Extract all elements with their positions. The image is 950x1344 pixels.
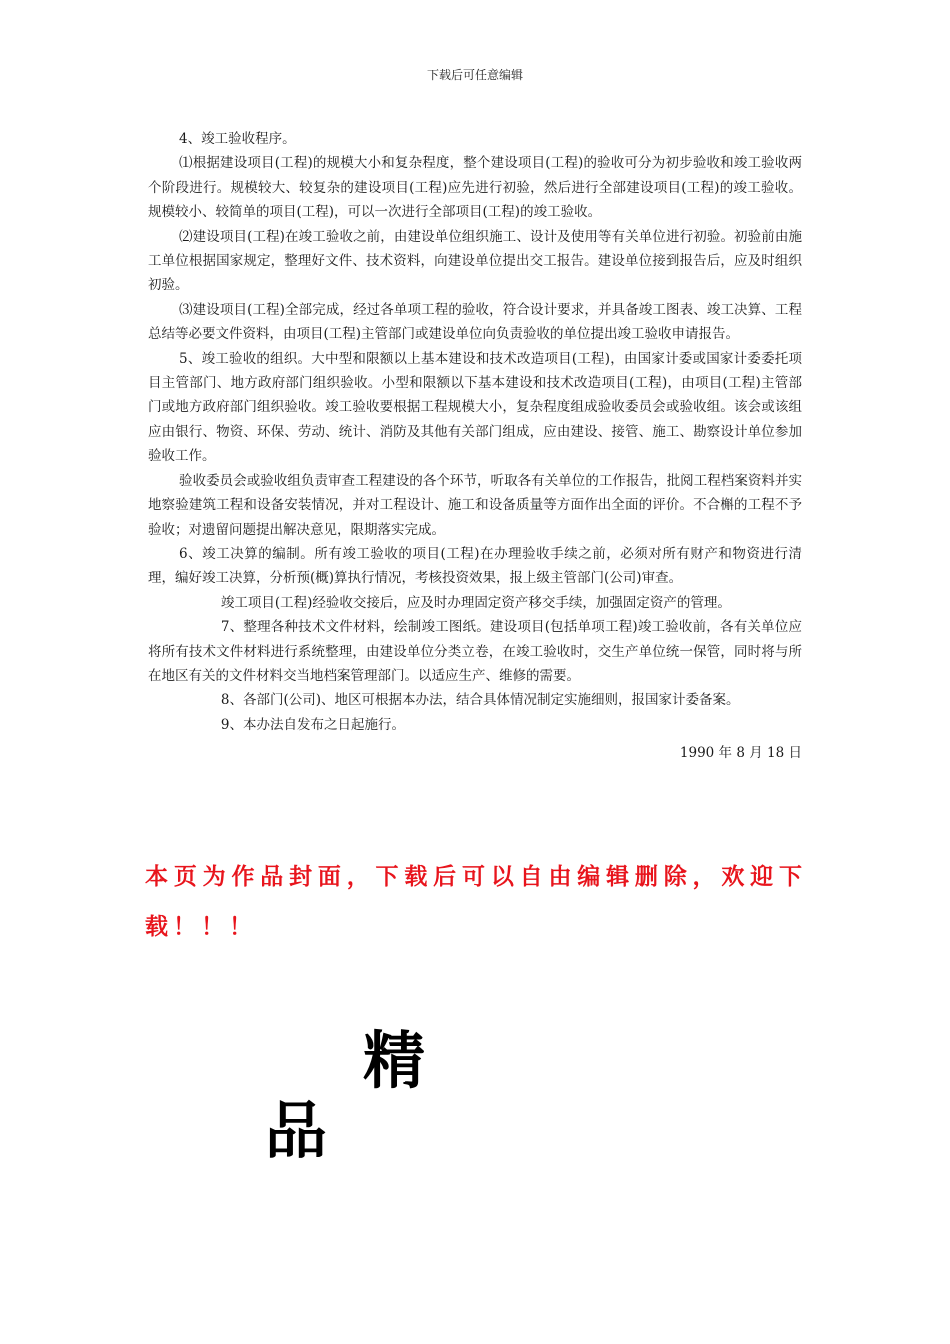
- paragraph: 7、整理各种技术文件材料，绘制竣工图纸。建设项目(包括单项工程)竣工验收前，各有关单位应将所有技术文件材料进行系统整理，由建设单位分类立卷，在竣工验收时，交生产单位统一保管，同时将与所在地区有关的文件材料交当地档案管理部门。以适应生产、维修的需要。: [148, 619, 802, 684]
- paragraph: 竣工项目(工程)经验收交接后，应及时办理固定资产移交手续，加强固定资产的管理。: [220, 594, 731, 611]
- document-body: [148, 127, 802, 766]
- paragraph: 验收委员会或验收组负责审查工程建设的各个环节，听取各有关单位的工作报告，批阅工程档案资料并实地察验建筑工程和设备安装情况，并对工程设计、施工和设备质量等方面作出全面的评价。不合槲的工程不予验收；对遗留问题提出解决意见，限期落实完成。: [148, 472, 802, 538]
- paragraph: ⑵建设项目(工程)在竣工验收之前，由建设单位组织施工、设计及使用等有关单位进行初验。初验前由施工单位根据国家规定，整理好文件、技术资料，向建设单位提出交工报告。建设单位接到报告后，应及时组织初验。: [148, 228, 802, 294]
- paragraph: ⑴根据建设项目(工程)的规模大小和复杂程度，整个建设项目(工程)的验收可分为初步验收和竣工验收两个阶段进行。规模较大、较复杂的建设项目(工程)应先进行初验，然后进行全部建设项目(工程)的竣工验收。规模较小、较简单的项目(工程)，可以一次进行全部项目(工程)的竣工验收。: [148, 155, 802, 221]
- paragraph: 5、竣工验收的组织。大中型和限额以上基本建设和技术改造项目(工程)，由国家计委或国家计委委托项目主管部门、地方政府部门组织验收。小型和限额以下基本建设和技术改造项目(工程)，由项目(工程)主管部门或地方政府部门组织验收。竣工验收要根据工程规模大小，复杂程度组成验收委员会或验收组。该会或该组应由银行、物资、环保、劳动、统计、消防及其他有关部门组成，应由建设、接管、施工、勘察设计单位参加验收工作。: [148, 350, 802, 465]
- paragraph: ⑶建设项目(工程)全部完成，经过各单项工程的验收，符合设计要求，并具备竣工图表、竣工决算、工程总结等必要文件资料，由项目(工程)主管部门或建设单位向负责验收的单位提出竣工验收申请报告。: [148, 301, 802, 343]
- paragraph: 9、本办法自发布之日起施行。: [220, 716, 405, 733]
- paragraph: 8、各部门(公司)、地区可根据本办法，结合具体情况制定实施细则，报国家计委备案。: [220, 692, 740, 709]
- page-header: 下载后可任意编辑: [426, 68, 523, 82]
- document-date: 1990 年 8 月 18 日: [679, 745, 802, 762]
- cover-char-pin: 品: [265, 1094, 328, 1167]
- paragraph: 6、竣工决算的编制。所有竣工验收的项目(工程)在办理验收手续之前，必须对所有财产和物资进行清理，编好竣工决算，分析预(概)算执行情况，考核投资效果，报上级主管部门(公司)审查。: [148, 545, 802, 587]
- cover-notice: 本页为作品封面，下载后可以自由编辑删除，欢迎下载！！！: [145, 864, 807, 940]
- cover-char-jing: 精: [363, 1024, 426, 1097]
- paragraph: 4、竣工验收程序。: [179, 131, 296, 147]
